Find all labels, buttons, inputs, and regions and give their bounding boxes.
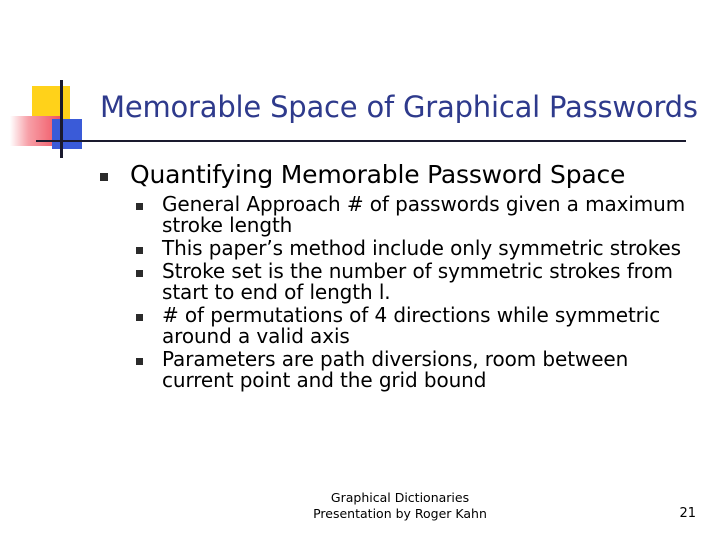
blue-square-decoration — [52, 119, 82, 149]
title-underline-rule — [36, 140, 686, 142]
list-item — [136, 261, 696, 305]
title-decoration — [0, 0, 720, 170]
sub-bullet-text: This paper’s method include only symmetric strokes — [162, 236, 681, 260]
list-item — [136, 305, 696, 349]
slide-footer — [290, 490, 510, 522]
square-bullet-icon — [136, 314, 143, 321]
footer-presenter: Presentation by Roger Kahn — [313, 506, 487, 521]
sub-bullet-text: General Approach # of passwords given a maximum stroke length — [162, 192, 686, 237]
sub-bullet-text: Parameters are path diversions, room between current point and the grid bound — [162, 347, 629, 392]
slide-title: Memorable Space of Graphical Passwords — [100, 90, 698, 124]
level1-bullet-item — [100, 160, 625, 189]
sub-bullet-list — [136, 194, 696, 393]
list-item — [136, 349, 696, 393]
square-bullet-icon — [100, 173, 108, 181]
level1-bullet-text: Quantifying Memorable Password Space — [130, 160, 626, 189]
list-item — [136, 238, 696, 261]
square-bullet-icon — [136, 247, 143, 254]
square-bullet-icon — [136, 358, 143, 365]
page-number: 21 — [679, 506, 696, 521]
square-bullet-icon — [136, 270, 143, 277]
vertical-rule — [60, 80, 63, 158]
footer-title: Graphical Dictionaries — [330, 490, 470, 505]
sub-bullet-text: Stroke set is the number of symmetric strokes from start to end of length l. — [162, 259, 673, 304]
square-bullet-icon — [136, 203, 143, 210]
sub-bullet-text: # of permutations of 4 directions while symmetric around a valid axis — [162, 303, 661, 348]
list-item — [136, 194, 696, 238]
